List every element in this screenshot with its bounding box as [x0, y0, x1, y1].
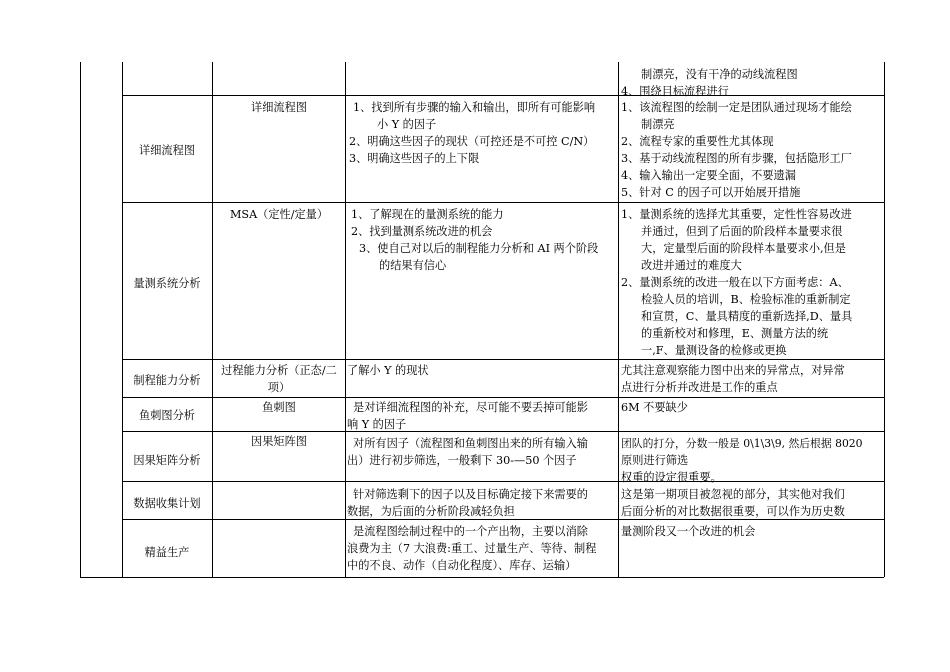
note-line: 团队的打分，分数一般是 0\1\3\9, 然后根据 8020 [621, 437, 863, 450]
row-topic: 数据收集计划 [133, 497, 201, 510]
note-line: 这是第一期项目被忽视的部分，其实他对我们 [621, 488, 845, 501]
row-method [213, 362, 345, 396]
table-row [621, 66, 883, 100]
goal-line: 是对详细流程图的补充，尽可能不要丢掉可能影 [353, 401, 588, 414]
row-divider [122, 577, 884, 578]
goal-line: 中的不良、动作（自动化程度）、库存、运输） [347, 559, 577, 572]
row-method: 因果矩阵图 [251, 435, 307, 448]
note-line: 并通过，但到了后面的阶段样本量要求很 [641, 225, 843, 238]
note-line: 原则进行筛选 [621, 454, 689, 467]
row-goal [347, 399, 623, 433]
note-line: 4、围绕目标流程进行 [621, 85, 729, 98]
goal-line: 是流程图绘制过程中的一个产出物，主要以消除 [353, 525, 588, 538]
goal-line: 响 Y 的因子 [347, 418, 407, 431]
row-notes [621, 206, 883, 359]
row-notes [621, 362, 883, 396]
row-notes [621, 523, 883, 540]
process-table [80, 62, 884, 577]
goal-line: 对所有因子（流程图和鱼刺图出来的所有输入输 [353, 437, 588, 450]
row-notes [621, 99, 883, 201]
row-topic: 精益生产 [144, 546, 190, 559]
table-border-right [884, 62, 885, 577]
column-divider [212, 62, 213, 577]
note-line: 1、该流程图的绘制一定是团队通过现场才能绘 [621, 101, 852, 114]
goal-line: 1、找到所有步骤的输入和输出，即所有可能影响 [353, 101, 596, 114]
row-divider [80, 577, 122, 578]
goal-line: 的结果有信心 [379, 259, 447, 272]
row-goal [347, 435, 623, 469]
goal-line: 1、了解现在的量测系统的能力 [351, 208, 504, 221]
note-line: 大，定量型后面的阶段样本量要求小,但是 [641, 242, 846, 255]
goal-line: 3、使自己对以后的制程能力分析和 AI 两个阶段 [359, 242, 599, 255]
note-line: 一,F、量测设备的检修或更换 [641, 344, 787, 357]
goal-line: 数据，为后面的分析阶段减轻负担 [347, 505, 515, 518]
note-line: 后面分析的对比数据很重要，可以作为历史数 [621, 505, 845, 518]
row-topic: 鱼刺图分析 [139, 409, 195, 422]
row-goal [347, 99, 623, 167]
row-notes [621, 399, 883, 416]
row-method: 鱼刺图 [262, 401, 296, 414]
note-line: 量测阶段又一个改进的机会 [621, 525, 756, 538]
goal-line: 针对筛选剩下的因子以及目标确定接下来需要的 [353, 488, 588, 501]
note-line: 检验人员的培训，B、检验标准的重新制定 [641, 293, 851, 306]
row-method: MSA（定性/定量） [229, 208, 329, 221]
row-divider [122, 359, 884, 360]
row-goal [347, 486, 623, 520]
row-topic: 制程能力分析 [133, 374, 201, 387]
note-line: 4、输入输出一定要全面，不要遗漏 [621, 169, 796, 182]
note-line: 1、量测系统的选择尤其重要，定性性容易改进 [621, 208, 852, 221]
goal-line: 2、明确这些因子的现状（可控还是不可控 C/N） [349, 135, 595, 148]
goal-line: 浪费为主（7 大浪费:重工、过量生产、等待、制程 [347, 542, 597, 555]
row-method: 详细流程图 [251, 101, 307, 114]
goal-line: 出）进行初步筛选，一般剩下 30-—50 个因子 [347, 454, 577, 467]
note-line: 和宣贯，C、量具精度的重新选择,D、量具 [641, 310, 853, 323]
row-goal [347, 523, 623, 574]
note-line: 的重新校对和修理，E、测量方法的统 [641, 327, 829, 340]
row-topic: 详细流程图 [139, 144, 195, 157]
note-line: 2、流程专家的重要性尤其体现 [621, 135, 774, 148]
note-line: 改进并通过的难度大 [641, 259, 742, 272]
row-goal [347, 362, 617, 379]
method-line: 过程能力分析（正态/二 [221, 364, 337, 377]
goal-line: 2、找到量测系统改进的机会 [351, 225, 493, 238]
note-line: 权重的设定很重要。 [621, 471, 722, 484]
row-goal [347, 206, 621, 274]
goal-line: 小 Y 的因子 [377, 118, 437, 131]
row-divider [122, 397, 884, 398]
note-line: 6M 不要缺少 [621, 401, 688, 414]
row-notes [621, 486, 883, 520]
method-line: 项） [267, 381, 291, 394]
goal-line: 3、明确这些因子的上下限 [349, 152, 480, 165]
row-notes [621, 435, 883, 486]
table-border-left [80, 62, 81, 577]
goal-line: 了解小 Y 的现状 [347, 364, 429, 377]
row-topic: 因果矩阵分析 [133, 454, 201, 467]
column-divider [345, 62, 346, 577]
row-topic: 量测系统分析 [133, 277, 201, 290]
note-line: 制漂亮，没有干净的动线流程图 [641, 68, 798, 81]
note-line: 尤其注意观察能力图中出来的异常点，对异常 [621, 364, 845, 377]
note-line: 点进行分析并改进是工作的重点 [621, 381, 778, 394]
note-line: 3、基于动线流程图的所有步骤，包括隐形工厂 [621, 152, 852, 165]
note-line: 5、针对 C 的因子可以开始展开措施 [621, 186, 801, 199]
row-divider [122, 202, 884, 203]
note-line: 制漂亮 [641, 118, 675, 131]
note-line: 2、量测系统的改进一般在以下方面考虑：A、 [621, 276, 849, 289]
